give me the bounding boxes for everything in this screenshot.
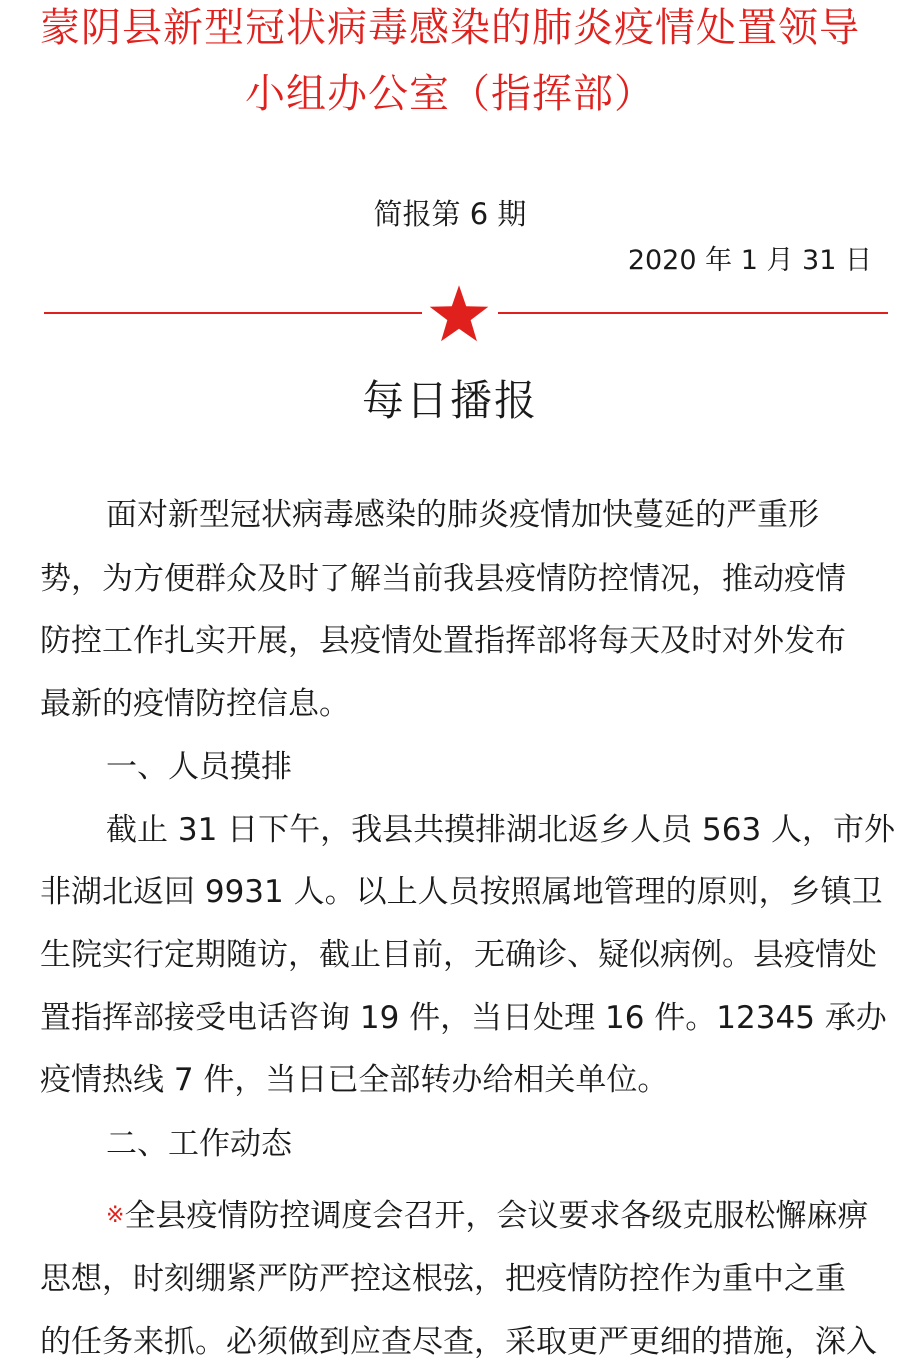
org-title-line-1: 蒙阴县新型冠状病毒感染的肺炎疫情处置领导 xyxy=(40,5,860,51)
paragraph-line: 截止 31 日下午，我县共摸排湖北返乡人员 563 人，市外 xyxy=(106,812,896,848)
paragraph-line: 防控工作扎实开展，县疫情处置指挥部将每天及时对外发布 xyxy=(40,623,846,659)
paragraph-text: 全县疫情防控调度会召开，会议要求各级克服松懈麻痹 xyxy=(124,1198,869,1234)
org-title-line-2: 小组办公室（指挥部） xyxy=(245,71,655,117)
paragraph-line: 势，为方便群众及时了解当前我县疫情防控情况，推动疫情 xyxy=(40,561,846,597)
paragraph-line: 的任务来抓。必须做到应查尽查，采取更严更细的措施，深入 xyxy=(40,1324,877,1360)
paragraph-line: 生院实行定期随访，截止目前，无确诊、疑似病例。县疫情处 xyxy=(40,937,877,973)
issue-date: 2020 年 1 月 31 日 xyxy=(627,245,872,276)
section-1-title: 一、人员摸排 xyxy=(106,749,292,785)
paragraph-line: 最新的疫情防控信息。 xyxy=(40,686,350,722)
red-divider-right xyxy=(498,312,888,314)
paragraph-line: 思想，时刻绷紧严防严控这根弦，把疫情防控作为重中之重 xyxy=(40,1261,846,1297)
paragraph-line: 面对新型冠状病毒感染的肺炎疫情加快蔓延的严重形 xyxy=(106,497,819,533)
paragraph-line: 非湖北返回 9931 人。以上人员按照属地管理的原则，乡镇卫 xyxy=(40,874,883,910)
issue-number: 简报第 6 期 xyxy=(373,197,527,231)
paragraph-line: 疫情热线 7 件，当日已全部转办给相关单位。 xyxy=(40,1062,669,1098)
red-asterisk-icon: ※ xyxy=(106,1203,125,1228)
section-2-title: 二、工作动态 xyxy=(106,1126,292,1162)
section-heading: 每日播报 xyxy=(361,376,538,425)
paragraph-line: 置指挥部接受电话咨询 19 件，当日处理 16 件。12345 承办 xyxy=(40,1000,887,1036)
bullet-paragraph-line xyxy=(106,1196,868,1236)
red-divider-left xyxy=(44,312,422,314)
red-star-icon xyxy=(428,284,490,342)
